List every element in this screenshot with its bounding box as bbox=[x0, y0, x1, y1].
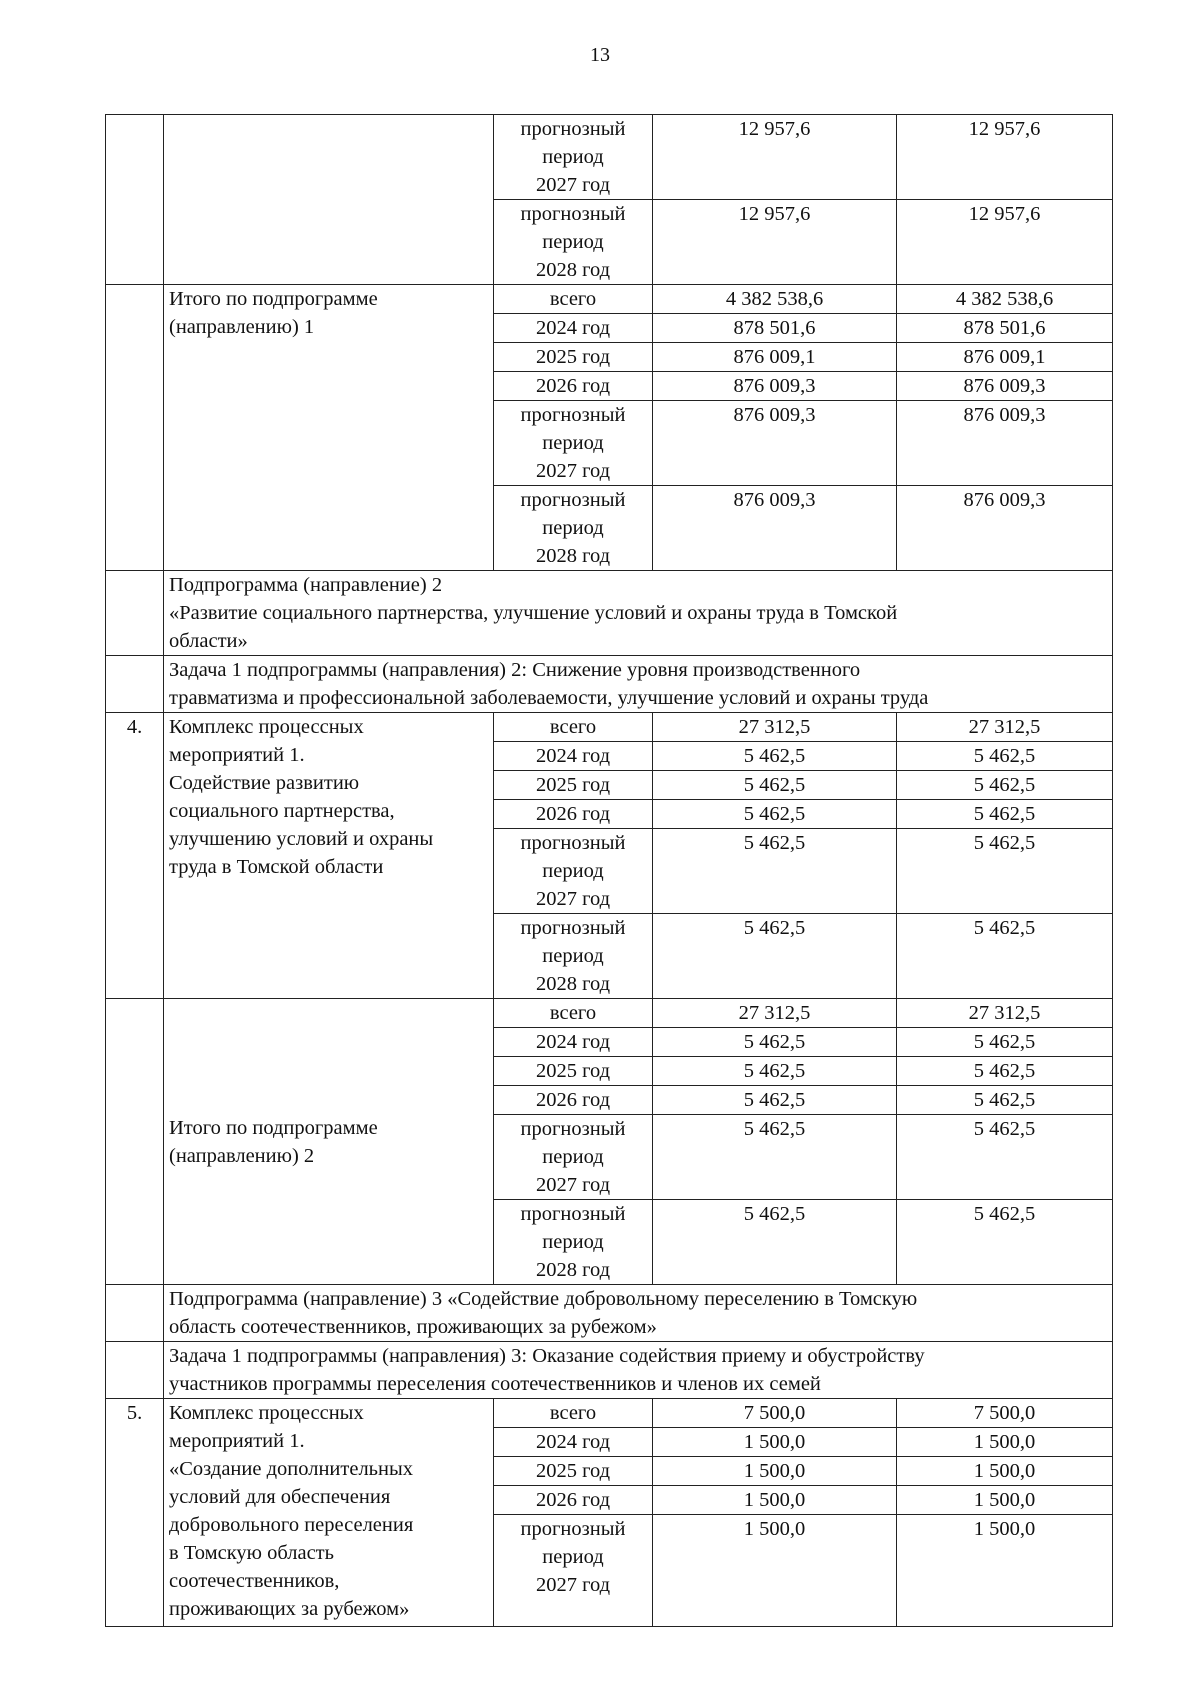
value-cell: 876 009,1 bbox=[653, 343, 897, 372]
value-cell: 27 312,5 bbox=[897, 713, 1113, 742]
period-cell: 2025 год bbox=[494, 771, 653, 800]
row-number-cell bbox=[106, 656, 164, 713]
period-cell: 2024 год bbox=[494, 1428, 653, 1457]
period-cell: 2024 год bbox=[494, 742, 653, 771]
period-cell: 2026 год bbox=[494, 1486, 653, 1515]
value-cell: 5 462,5 bbox=[653, 1057, 897, 1086]
period-cell: прогнозный период 2027 год bbox=[494, 1515, 653, 1627]
period-cell: 2026 год bbox=[494, 800, 653, 829]
table-row bbox=[106, 285, 1113, 314]
value-cell: 5 462,5 bbox=[897, 1057, 1113, 1086]
period-cell: прогнозный период 2027 год bbox=[494, 829, 653, 914]
value-cell: 1 500,0 bbox=[653, 1428, 897, 1457]
period-cell: прогнозный период 2027 год bbox=[494, 115, 653, 200]
value-cell: 876 009,3 bbox=[653, 372, 897, 401]
row-number-cell bbox=[106, 571, 164, 656]
period-cell: прогнозный период 2028 год bbox=[494, 200, 653, 285]
period-cell: 2025 год bbox=[494, 343, 653, 372]
row-number-cell bbox=[106, 285, 164, 571]
period-cell: всего bbox=[494, 713, 653, 742]
value-cell: 5 462,5 bbox=[653, 742, 897, 771]
subprogram-title: Подпрограмма (направление) 2 «Развитие социального партнерства, улучшение условий и охраны труда в Томской области» bbox=[164, 571, 1113, 656]
row-number-cell: 5. bbox=[106, 1399, 164, 1627]
period-cell: 2024 год bbox=[494, 1028, 653, 1057]
row-name-cell: Комплекс процессных мероприятий 1. Содействие развитию социального партнерства, улучшению условий и охраны труда в Томской области bbox=[164, 713, 494, 999]
value-cell: 5 462,5 bbox=[897, 1200, 1113, 1285]
value-cell: 876 009,3 bbox=[897, 372, 1113, 401]
row-number-cell bbox=[106, 115, 164, 285]
value-cell: 5 462,5 bbox=[897, 829, 1113, 914]
value-cell: 876 009,3 bbox=[897, 486, 1113, 571]
value-cell: 5 462,5 bbox=[897, 914, 1113, 999]
subprogram-title: Подпрограмма (направление) 3 «Содействие добровольному переселению в Томскую область соотечественников, проживающих за рубежом» bbox=[164, 1285, 1113, 1342]
row-number-cell: 4. bbox=[106, 713, 164, 999]
value-cell: 27 312,5 bbox=[653, 713, 897, 742]
row-name-cell: Итого по подпрограмме (направлению) 2 bbox=[164, 999, 494, 1285]
period-cell: прогнозный период 2028 год bbox=[494, 1200, 653, 1285]
task-row bbox=[106, 656, 1113, 713]
value-cell: 5 462,5 bbox=[897, 800, 1113, 829]
table-row bbox=[106, 999, 1113, 1028]
subprogram-row bbox=[106, 1285, 1113, 1342]
table-row bbox=[106, 115, 1113, 200]
subprogram-row bbox=[106, 571, 1113, 656]
value-cell: 1 500,0 bbox=[653, 1457, 897, 1486]
value-cell: 12 957,6 bbox=[897, 115, 1113, 200]
value-cell: 1 500,0 bbox=[897, 1486, 1113, 1515]
period-cell: прогнозный период 2028 год bbox=[494, 486, 653, 571]
value-cell: 12 957,6 bbox=[897, 200, 1113, 285]
value-cell: 5 462,5 bbox=[897, 1115, 1113, 1200]
value-cell: 5 462,5 bbox=[653, 771, 897, 800]
page-number: 13 bbox=[590, 44, 610, 66]
value-cell: 27 312,5 bbox=[653, 999, 897, 1028]
value-cell: 12 957,6 bbox=[653, 200, 897, 285]
value-cell: 4 382 538,6 bbox=[653, 285, 897, 314]
value-cell: 7 500,0 bbox=[897, 1399, 1113, 1428]
value-cell: 876 009,3 bbox=[653, 486, 897, 571]
row-name-cell bbox=[164, 115, 494, 285]
period-cell: прогнозный период 2027 год bbox=[494, 401, 653, 486]
period-cell: всего bbox=[494, 999, 653, 1028]
value-cell: 4 382 538,6 bbox=[897, 285, 1113, 314]
value-cell: 5 462,5 bbox=[653, 829, 897, 914]
value-cell: 5 462,5 bbox=[897, 742, 1113, 771]
period-cell: 2026 год bbox=[494, 372, 653, 401]
task-title: Задача 1 подпрограммы (направления) 2: Снижение уровня производственного травматизма и профессиональной заболеваемости, улучшение условий и охраны труда bbox=[164, 656, 1113, 713]
value-cell: 12 957,6 bbox=[653, 115, 897, 200]
period-cell: всего bbox=[494, 285, 653, 314]
value-cell: 1 500,0 bbox=[897, 1428, 1113, 1457]
funding-table bbox=[105, 114, 1113, 1627]
period-cell: прогнозный период 2027 год bbox=[494, 1115, 653, 1200]
value-cell: 878 501,6 bbox=[897, 314, 1113, 343]
value-cell: 1 500,0 bbox=[897, 1457, 1113, 1486]
value-cell: 5 462,5 bbox=[897, 771, 1113, 800]
row-number-cell bbox=[106, 999, 164, 1285]
value-cell: 876 009,3 bbox=[897, 401, 1113, 486]
value-cell: 1 500,0 bbox=[653, 1486, 897, 1515]
task-title: Задача 1 подпрограммы (направления) 3: Оказание содействия приему и обустройству участников программы переселения соотечественников и членов их семей bbox=[164, 1342, 1113, 1399]
task-row bbox=[106, 1342, 1113, 1399]
period-cell: 2026 год bbox=[494, 1086, 653, 1115]
row-number-cell bbox=[106, 1342, 164, 1399]
value-cell: 5 462,5 bbox=[653, 914, 897, 999]
table-row bbox=[106, 1399, 1113, 1428]
value-cell: 1 500,0 bbox=[653, 1515, 897, 1627]
period-cell: 2024 год bbox=[494, 314, 653, 343]
value-cell: 878 501,6 bbox=[653, 314, 897, 343]
period-cell: всего bbox=[494, 1399, 653, 1428]
row-name-cell: Комплекс процессных мероприятий 1. «Создание дополнительных условий для обеспечения добровольного переселения в Томскую область соотечественников, проживающих за рубежом» bbox=[164, 1399, 494, 1627]
value-cell: 27 312,5 bbox=[897, 999, 1113, 1028]
value-cell: 5 462,5 bbox=[897, 1086, 1113, 1115]
table-row bbox=[106, 713, 1113, 742]
value-cell: 5 462,5 bbox=[653, 1115, 897, 1200]
value-cell: 1 500,0 bbox=[897, 1515, 1113, 1627]
period-cell: 2025 год bbox=[494, 1457, 653, 1486]
row-name-cell: Итого по подпрограмме (направлению) 1 bbox=[164, 285, 494, 571]
value-cell: 5 462,5 bbox=[653, 1200, 897, 1285]
period-cell: 2025 год bbox=[494, 1057, 653, 1086]
value-cell: 7 500,0 bbox=[653, 1399, 897, 1428]
value-cell: 5 462,5 bbox=[653, 1086, 897, 1115]
period-cell: прогнозный период 2028 год bbox=[494, 914, 653, 999]
value-cell: 876 009,3 bbox=[653, 401, 897, 486]
value-cell: 5 462,5 bbox=[653, 800, 897, 829]
row-number-cell bbox=[106, 1285, 164, 1342]
value-cell: 5 462,5 bbox=[897, 1028, 1113, 1057]
value-cell: 5 462,5 bbox=[653, 1028, 897, 1057]
value-cell: 876 009,1 bbox=[897, 343, 1113, 372]
